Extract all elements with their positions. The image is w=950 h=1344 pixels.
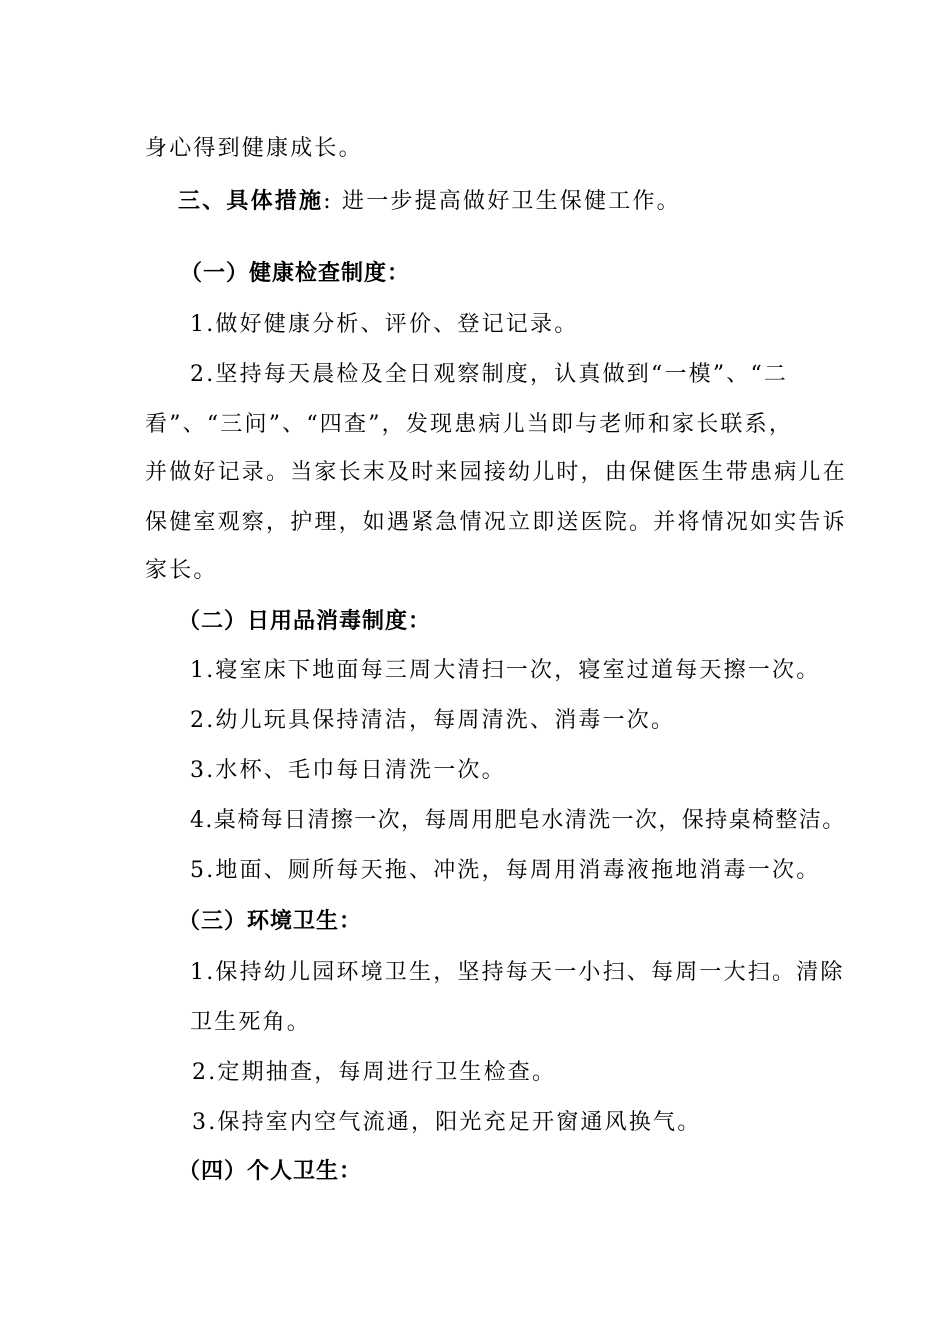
subsection-1-item-2-line-5: 家长。 [145,558,218,583]
subsection-2-item-1: 1.寝室床下地面每三周大清扫一次，寝室过道每天擦一次。 [190,658,821,683]
subsection-4-heading: （四）个人卫生： [178,1158,363,1184]
subsection-1-item-2-line-1: 2.坚持每天晨检及全日观察制度，认真做到“一模”、“二 [190,362,789,387]
subsection-1-item-2-line-2: 看”、“三问”、“四查”，发现患病儿当即与老师和家长联系， [145,412,794,437]
subsection-1-item-2-line-4: 保健室观察，护理，如遇紧急情况立即送医院。并将情况如实告诉 [145,510,847,535]
paragraph-intro-end: 身心得到健康成长。 [145,136,363,161]
subsection-1-item-1: 1.做好健康分析、评价、登记记录。 [190,312,579,337]
section-3-heading [178,186,681,217]
subsection-2-item-3: 3.水杯、毛巾每日清洗一次。 [190,758,506,783]
subsection-1-heading: （一）健康检查制度： [180,260,411,286]
subsection-3-item-1-line-1: 1.保持幼儿园环境卫生，坚持每天一小扫、每周一大扫。清除 [190,960,845,985]
section-3-title: 三、具体措施 [178,188,324,214]
subsection-3-item-2: 2.定期抽查，每周进行卫生检查。 [192,1060,557,1085]
subsection-3-item-3: 3.保持室内空气流通，阳光充足开窗通风换气。 [192,1110,702,1135]
subsection-2-item-5: 5.地面、厕所每天拖、冲洗，每周用消毒液拖地消毒一次。 [190,858,821,883]
subsection-2-item-4: 4.桌椅每日清擦一次，每周用肥皂水清洗一次，保持桌椅整洁。 [190,808,846,833]
subsection-3-item-1-line-2: 卫生死角。 [190,1010,312,1035]
subsection-1-item-2-line-3: 并做好记录。当家长末及时来园接幼儿时，由保健医生带患病儿在 [145,460,847,485]
section-3-text: : 进一步提高做好卫生保健工作。 [323,189,681,214]
subsection-2-heading: （二）日用品消毒制度： [178,608,432,634]
subsection-2-item-2: 2.幼儿玩具保持清洁，每周清洗、消毒一次。 [190,708,676,733]
subsection-3-heading: （三）环境卫生： [178,908,363,934]
